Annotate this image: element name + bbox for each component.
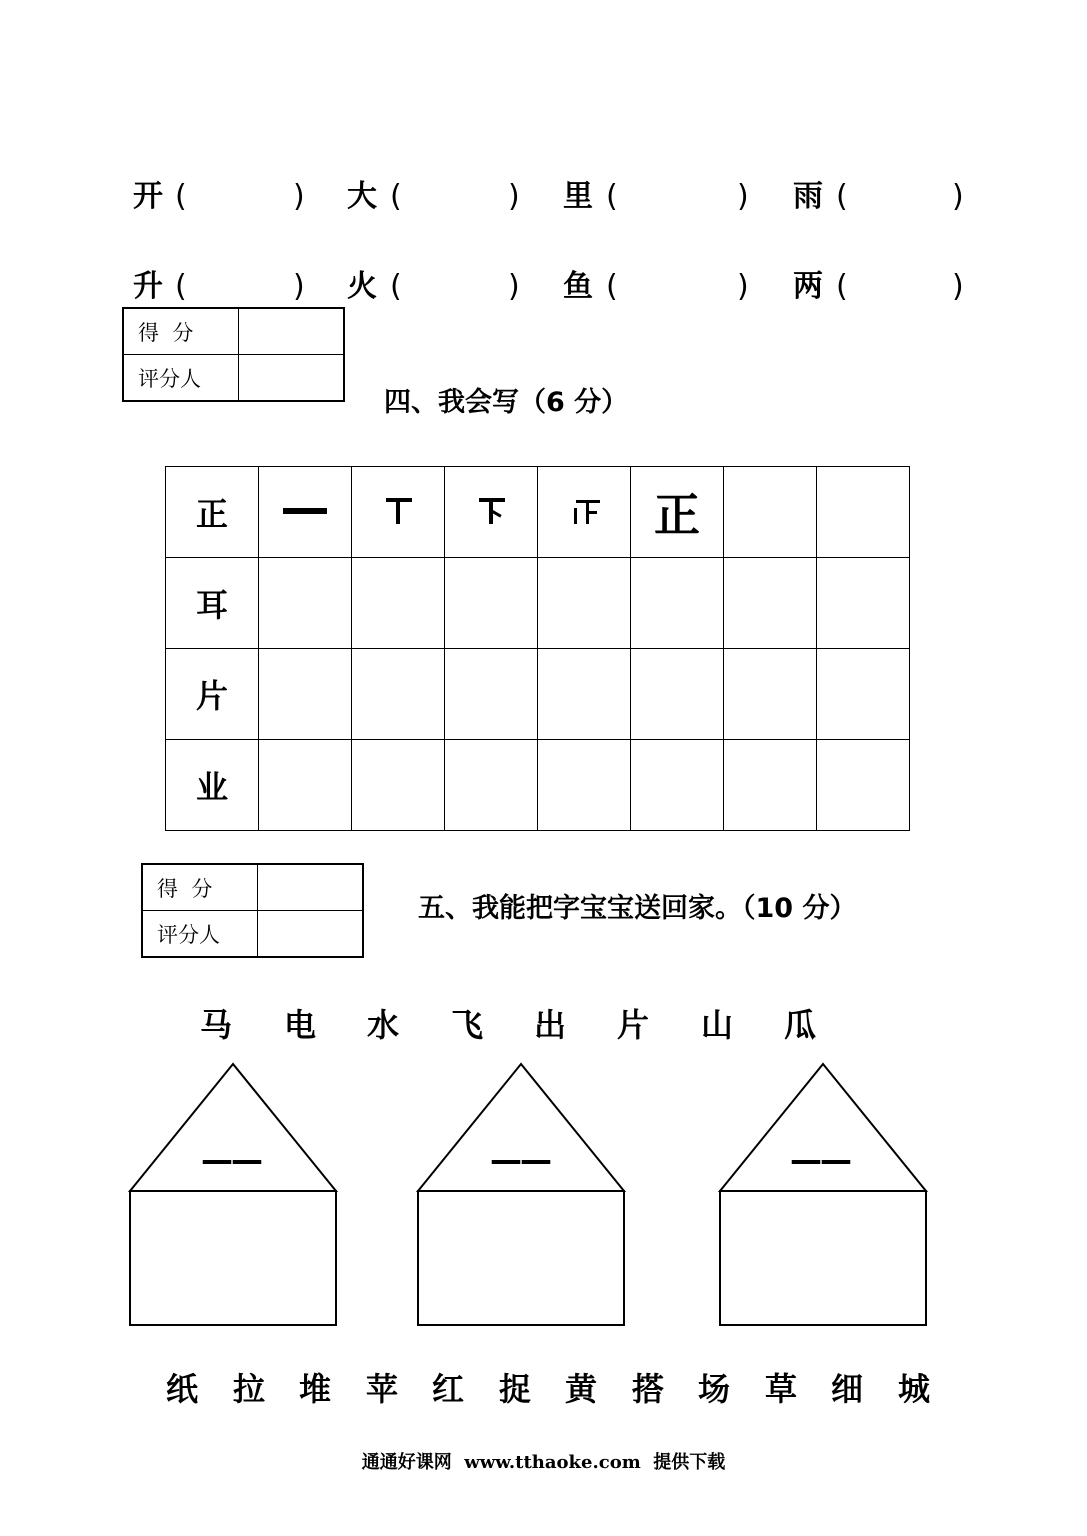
practice-cell[interactable] xyxy=(445,740,538,831)
writing-grid xyxy=(165,466,910,831)
grader-value-cell[interactable] xyxy=(258,911,364,958)
word-card[interactable]: 苹 xyxy=(366,1370,399,1408)
grid-head-char: 业 xyxy=(166,740,259,831)
grid-head-char: 正 xyxy=(166,467,259,558)
practice-cell[interactable] xyxy=(817,649,910,740)
pair-row-1 xyxy=(0,172,1087,222)
stroke-step-cell xyxy=(259,467,352,558)
houses-drawing xyxy=(0,1055,1087,1335)
close-paren: ) xyxy=(952,179,964,214)
house-2-roof-label: —— xyxy=(490,1141,550,1179)
stroke-step-4 xyxy=(564,490,604,530)
score-label: 得 分 xyxy=(123,308,239,355)
practice-cell[interactable] xyxy=(352,649,445,740)
stroke-step-cell xyxy=(538,467,631,558)
practice-cell[interactable] xyxy=(631,740,724,831)
pair-row-2 xyxy=(0,262,1087,312)
practice-cell[interactable] xyxy=(259,740,352,831)
practice-cell[interactable] xyxy=(817,467,910,558)
word-card[interactable]: 出 xyxy=(534,1006,567,1044)
practice-cell[interactable] xyxy=(538,740,631,831)
grid-row xyxy=(166,467,910,558)
grid-row xyxy=(166,649,910,740)
word-card[interactable]: 片 xyxy=(617,1006,650,1044)
close-paren: ) xyxy=(293,269,305,304)
word-card[interactable]: 搭 xyxy=(632,1370,665,1408)
practice-cell[interactable] xyxy=(445,649,538,740)
open-paren: ( xyxy=(836,179,848,214)
close-paren: ) xyxy=(508,269,520,304)
pair-char: 火 xyxy=(347,269,377,304)
score-label: 得 分 xyxy=(142,864,258,911)
practice-cell[interactable] xyxy=(817,558,910,649)
practice-cell[interactable] xyxy=(817,740,910,831)
word-card[interactable]: 马 xyxy=(200,1006,233,1044)
section5-title: 五、我能把字宝宝送回家。（10 分） xyxy=(418,893,857,924)
grid-row xyxy=(166,558,910,649)
practice-cell[interactable] xyxy=(724,649,817,740)
practice-cell[interactable] xyxy=(631,649,724,740)
word-card[interactable]: 细 xyxy=(831,1370,864,1408)
practice-cell[interactable] xyxy=(445,558,538,649)
grid-head-char: 耳 xyxy=(166,558,259,649)
footer-source: 通通好课网 www.tthaoke.com 提供下载 xyxy=(361,1452,726,1473)
practice-cell[interactable] xyxy=(538,558,631,649)
pair-char: 升 xyxy=(133,269,163,304)
pair-char: 开 xyxy=(133,179,163,214)
practice-cell[interactable] xyxy=(724,740,817,831)
stroke-step-3 xyxy=(471,490,511,530)
close-paren: ) xyxy=(508,179,520,214)
pair-char: 大 xyxy=(347,179,377,214)
score-box-section4 xyxy=(122,307,345,402)
grader-label: 评分人 xyxy=(142,911,258,958)
practice-cell[interactable] xyxy=(352,558,445,649)
close-paren: ) xyxy=(737,179,749,214)
word-bank-top xyxy=(0,1000,1087,1044)
close-paren: ) xyxy=(737,269,749,304)
word-card[interactable]: 草 xyxy=(765,1370,798,1408)
open-paren: ( xyxy=(390,179,402,214)
stroke-step-2 xyxy=(378,490,418,530)
word-card[interactable]: 水 xyxy=(367,1006,400,1044)
practice-cell[interactable] xyxy=(724,467,817,558)
practice-cell[interactable] xyxy=(259,558,352,649)
practice-cell[interactable] xyxy=(259,649,352,740)
word-bank-bottom xyxy=(0,1364,1087,1408)
open-paren: ( xyxy=(836,269,848,304)
word-card[interactable]: 纸 xyxy=(166,1370,199,1408)
score-box-section5 xyxy=(141,863,364,958)
open-paren: ( xyxy=(606,179,618,214)
stroke-step-5: 正 xyxy=(631,467,724,558)
house-2[interactable] xyxy=(418,1064,624,1325)
stroke-step-cell xyxy=(352,467,445,558)
pair-char: 雨 xyxy=(793,179,823,214)
practice-cell[interactable] xyxy=(538,649,631,740)
word-card[interactable]: 红 xyxy=(432,1370,465,1408)
grid-row xyxy=(166,740,910,831)
grader-value-cell[interactable] xyxy=(239,355,345,402)
pair-char: 两 xyxy=(793,269,823,304)
word-card[interactable]: 山 xyxy=(701,1006,734,1044)
open-paren: ( xyxy=(606,269,618,304)
close-paren: ) xyxy=(293,179,305,214)
score-value-cell[interactable] xyxy=(258,864,364,911)
house-1[interactable] xyxy=(130,1064,336,1325)
pair-char: 里 xyxy=(563,179,593,214)
word-card[interactable]: 飞 xyxy=(451,1006,484,1044)
house-3[interactable] xyxy=(720,1064,926,1325)
pair-char: 鱼 xyxy=(563,269,593,304)
word-card[interactable]: 瓜 xyxy=(784,1006,817,1044)
word-card[interactable]: 堆 xyxy=(299,1370,332,1408)
practice-cell[interactable] xyxy=(352,740,445,831)
house-3-roof-label: —— xyxy=(790,1141,850,1179)
word-card[interactable]: 城 xyxy=(898,1370,931,1408)
word-card[interactable]: 捉 xyxy=(499,1370,532,1408)
stroke-step-cell xyxy=(445,467,538,558)
practice-cell[interactable] xyxy=(631,558,724,649)
close-paren: ) xyxy=(952,269,964,304)
open-paren: ( xyxy=(390,269,402,304)
grid-head-char: 片 xyxy=(166,649,259,740)
open-paren: ( xyxy=(175,269,187,304)
open-paren: ( xyxy=(175,179,187,214)
score-value-cell[interactable] xyxy=(239,308,345,355)
section4-title: 四、我会写（6 分） xyxy=(384,387,629,418)
house-1-roof-label: —— xyxy=(201,1141,261,1179)
word-card[interactable]: 电 xyxy=(284,1006,317,1044)
practice-cell[interactable] xyxy=(724,558,817,649)
word-card[interactable]: 拉 xyxy=(233,1370,266,1408)
stroke-step-1 xyxy=(280,495,330,525)
word-card[interactable]: 黄 xyxy=(565,1370,598,1408)
grader-label: 评分人 xyxy=(123,355,239,402)
word-card[interactable]: 场 xyxy=(698,1370,731,1408)
